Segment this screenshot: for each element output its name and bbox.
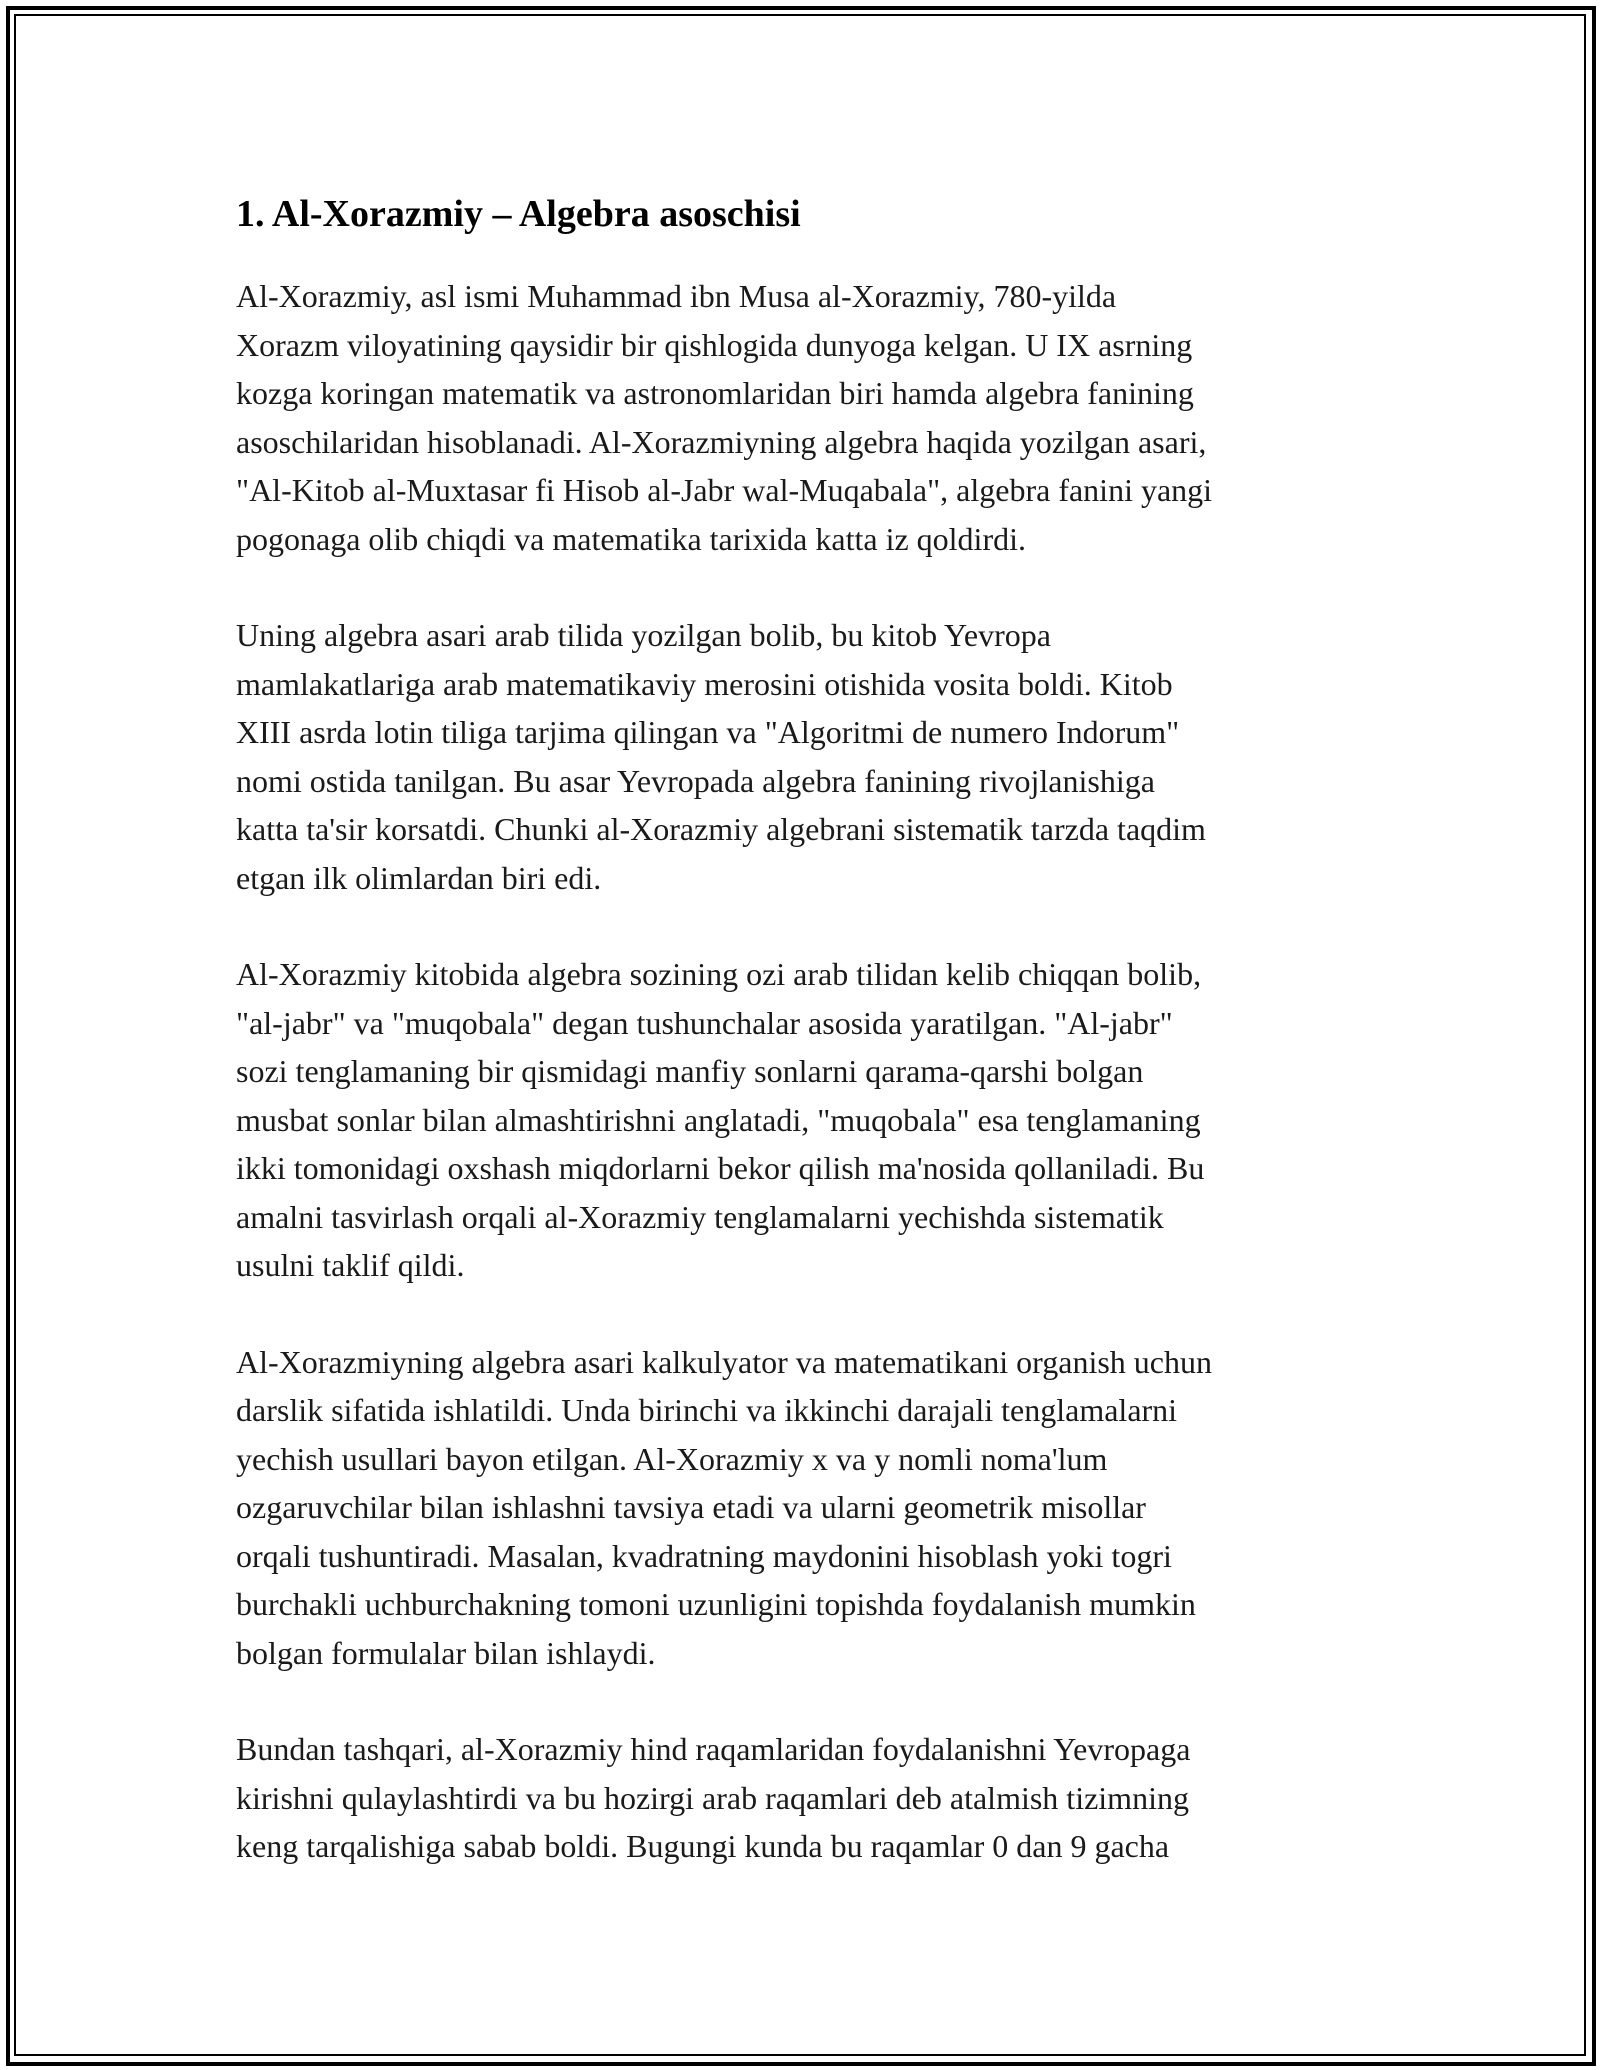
text-line: orqali tushuntiradi. Masalan, kvadratning maydonini hisoblash yoki togri <box>236 1537 1172 1574</box>
text-line: Al-Xorazmiy kitobida algebra sozining ozi arab tilidan kelib chiqqan bolib, <box>236 956 1202 992</box>
text-line: Bundan tashqari, al-Xorazmiy hind raqamlaridan foydalanishni Yevropaga <box>236 1731 1191 1767</box>
text-line: yechish usullari bayon etilgan. Al-Xorazmiy x va y nomli noma'lum <box>236 1440 1108 1477</box>
text-line: amalni tasvirlash orqali al-Xorazmiy tenglamalarni yechishda sistematik <box>236 1198 1164 1235</box>
text-line: musbat sonlar bilan almashtirishni anglatadi, "muqobala" esa tenglamaning <box>236 1101 1201 1138</box>
text-line: mamlakatlariga arab matematikaviy merosini otishida vosita boldi. Kitob <box>236 665 1173 702</box>
text-line: nomi ostida tanilgan. Bu asar Yevropada algebra fanining rivojlanishiga <box>236 762 1155 799</box>
text-line: asoschilaridan hisoblanadi. Al-Xorazmiyning algebra haqida yozilgan asari, <box>236 423 1207 460</box>
document-body <box>236 186 1366 1919</box>
paragraph-2 <box>236 611 1366 902</box>
paragraph-1 <box>236 272 1366 563</box>
text-line: Al-Xorazmiy, asl ismi Muhammad ibn Musa al-Xorazmiy, 780-yilda <box>236 278 1117 314</box>
text-line: keng tarqalishiga sabab boldi. Bugungi kunda bu raqamlar 0 dan 9 gacha <box>236 1828 1170 1864</box>
text-line: bolgan formulalar bilan ishlaydi. <box>236 1634 656 1671</box>
text-line: sozi tenglamaning bir qismidagi manfiy sonlarni qarama-qarshi bolgan <box>236 1053 1144 1089</box>
paragraph-4 <box>236 1338 1366 1678</box>
text-line: Uning algebra asari arab tilida yozilgan bolib, bu kitob Yevropa <box>236 617 1051 653</box>
text-line: "al-jabr" va "muqobala" degan tushunchalar asosida yaratilgan. "Al-jabr" <box>236 1004 1173 1041</box>
text-line: etgan ilk olimlardan biri edi. <box>236 859 602 896</box>
text-line: usulni taklif qildi. <box>236 1247 465 1283</box>
section-heading: 1. Al-Xorazmiy – Algebra asoschisi <box>236 193 801 235</box>
paragraph-3 <box>236 950 1366 1290</box>
text-line: katta ta'sir korsatdi. Chunki al-Xorazmiy algebrani sistematik tarzda taqdim <box>236 811 1206 847</box>
text-line: kozga koringan matematik va astronomlaridan biri hamda algebra fanining <box>236 375 1194 411</box>
text-line: ozgaruvchilar bilan ishlashni tavsiya etadi va ularni geometrik misollar <box>236 1489 1146 1525</box>
text-line: kirishni qulaylashtirdi va bu hozirgi arab raqamlari deb atalmish tizimning <box>236 1779 1189 1816</box>
text-line: "Al-Kitob al-Muxtasar fi Hisob al-Jabr wal-Muqabala", algebra fanini yangi <box>236 472 1213 508</box>
paragraph-5 <box>236 1725 1366 1871</box>
text-line: burchakli uchburchakning tomoni uzunligini topishda foydalanish mumkin <box>236 1586 1196 1622</box>
text-line: XIII asrda lotin tiliga tarjima qilingan va "Algoritmi de numero Indorum" <box>236 714 1180 750</box>
text-line: ikki tomonidagi oxshash miqdorlarni bekor qilish ma'nosida qollaniladi. Bu <box>236 1150 1205 1186</box>
text-line: pogonaga olib chiqdi va matematika tarixida katta iz qoldirdi. <box>236 520 1026 557</box>
text-line: Al-Xorazmiyning algebra asari kalkulyator va matematikani organish uchun <box>236 1343 1212 1380</box>
text-line: Xorazm viloyatining qaysidir bir qishlogida dunyoga kelgan. U IX asrning <box>236 326 1193 363</box>
text-line: darslik sifatida ishlatildi. Unda birinchi va ikkinchi darajali tenglamalarni <box>236 1392 1178 1428</box>
